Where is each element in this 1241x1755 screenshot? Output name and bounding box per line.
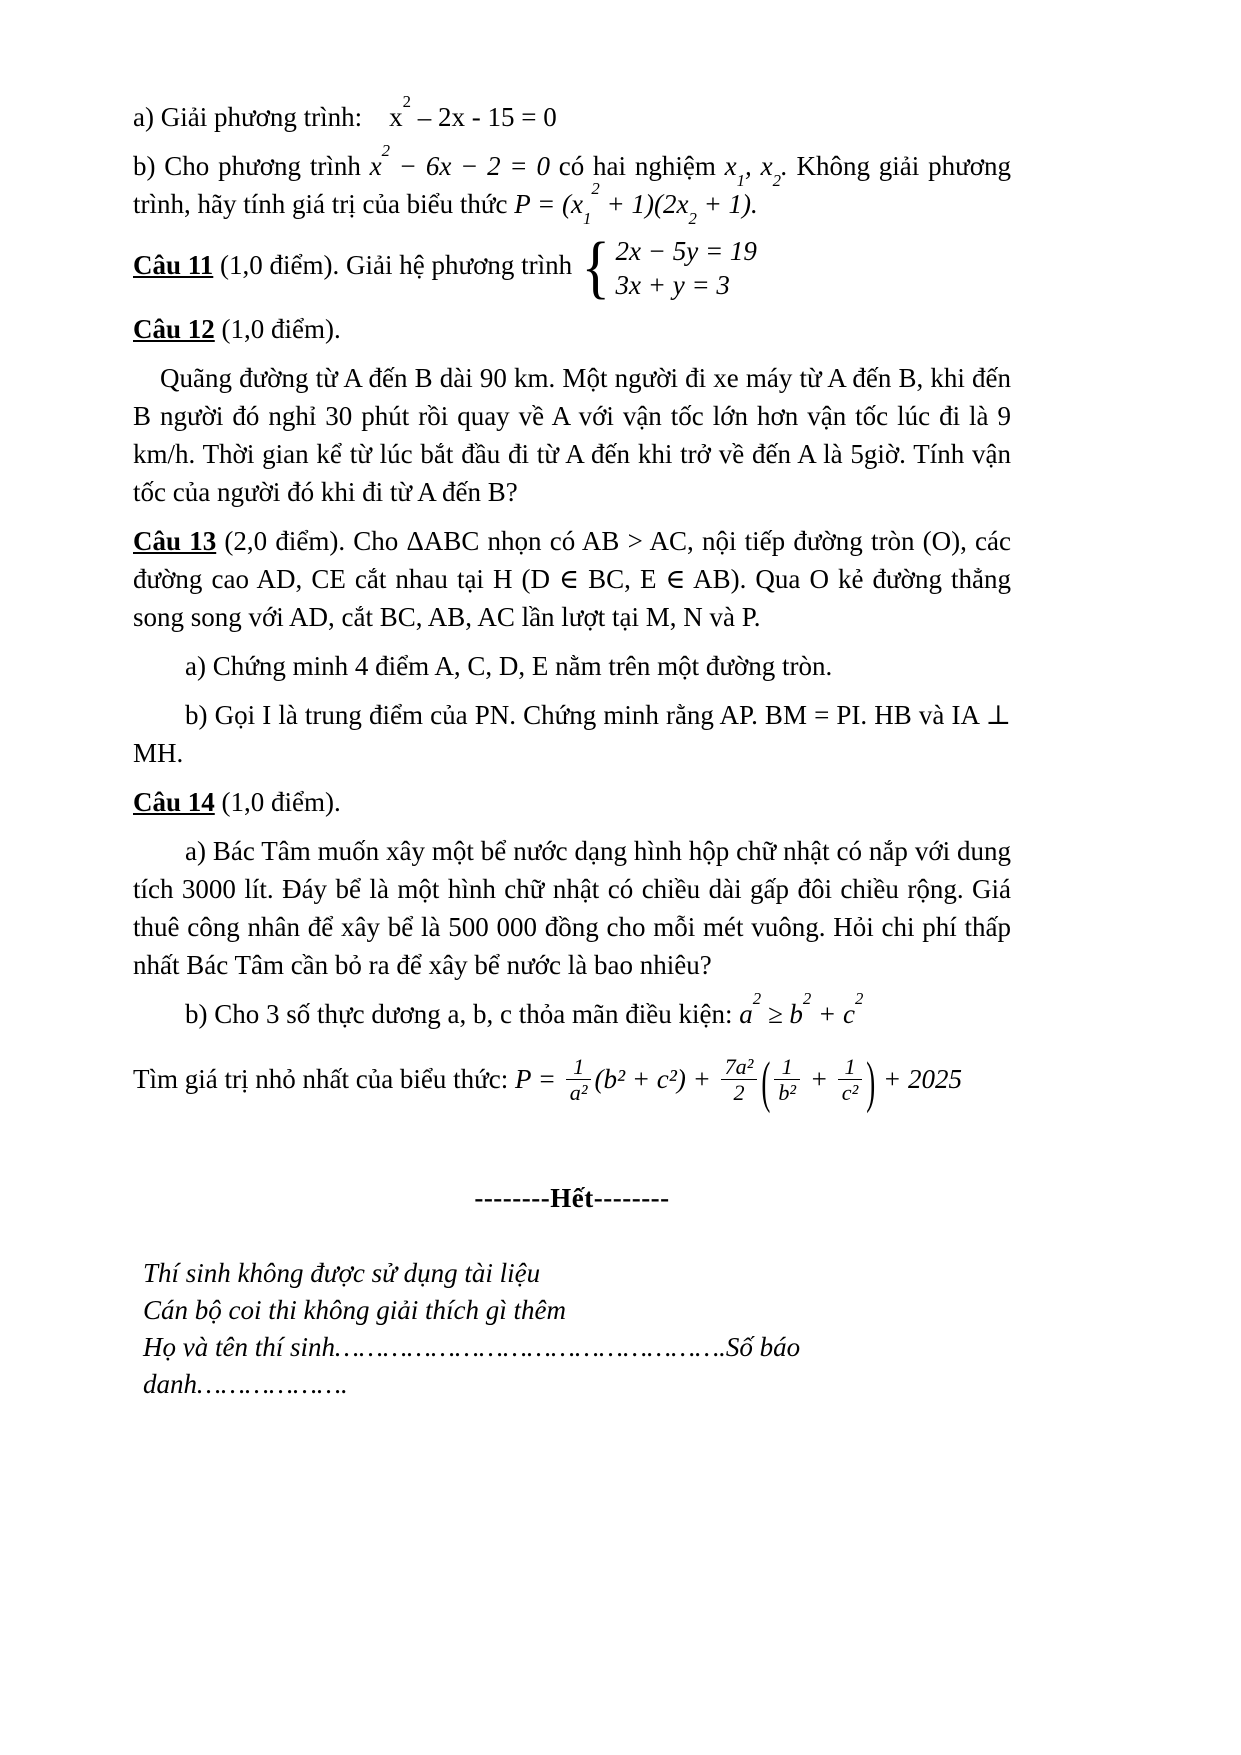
- math-subscript: 1: [736, 171, 746, 191]
- question-14-label: Câu 14: [133, 787, 215, 817]
- math-exponent: 2: [802, 988, 812, 1008]
- math-var: a: [739, 999, 753, 1029]
- q14b-condition: [739, 988, 864, 1029]
- q10b-mid2: Không giải phương trình, hãy tính giá trị của biểu thức: [133, 151, 1011, 219]
- system-equations: [616, 234, 757, 302]
- math-rest: (b² + c²) +: [594, 1064, 718, 1094]
- fraction-7a2-over-2: [721, 1054, 758, 1106]
- question-13: [133, 522, 1011, 636]
- question-13a: a) Chứng minh 4 điểm A, C, D, E nằm trên một đường tròn.: [185, 651, 833, 681]
- question-14a: a) Bác Tâm muốn xây một bể nước dạng hình hộp chữ nhật có nắp với dung tích 3000 lít. Đáy bể là một hình chữ nhật có chiều dài gấp đôi chiều rộng. Giá thuê công nhân để xây bể là 500 000 đồng cho mỗi mét vuông. Hỏi chi phí thấp nhất Bác Tâm cần bỏ ra để xây bể nước là bao nhiêu?: [133, 836, 1011, 980]
- end-marker: --------Hết--------: [474, 1182, 670, 1213]
- math-var: x: [369, 151, 382, 181]
- question-12-body: Quãng đường từ A đến B dài 90 km. Một người đi xe máy từ A đến B, khi đến B người đó nghỉ 30 phút rồi quay về A với vận tốc lớn hơn vận tốc lúc đi là 9 km/h. Thời gian kể từ lúc bắt đầu đi từ A đến khi trở về đến A là 5giờ. Tính vận tốc của người đó khi đi từ A đến B?: [133, 363, 1011, 507]
- question-13-text: (2,0 điểm). Cho ΔABC nhọn có AB > AC, nội tiếp đường tròn (O), các đường cao AD, CE cắt nhau tại H (D ∈ BC, E ∈ AB). Qua O kẻ đường thẳng song song với AD, cắt BC, AB, AC lần lượt tại M, N và P.: [133, 526, 1012, 632]
- q10a-exponent: 2: [402, 91, 411, 111]
- question-13b: b) Gọi I là trung điểm của PN. Chứng minh rằng AP. BM = PI. HB và IA ⊥ MH.: [133, 700, 1011, 768]
- math-exponent: 2: [591, 178, 600, 198]
- math-var: , x: [745, 151, 773, 181]
- question-14b-formula: [133, 1044, 1011, 1117]
- footer-note-1: Thí sinh không được sử dụng tài liệu: [143, 1257, 541, 1288]
- q10a-text: a) Giải phương trình: x: [133, 102, 403, 132]
- fraction-denominator: a²: [566, 1079, 592, 1105]
- math-subscript: 2: [688, 209, 697, 229]
- exam-footer: [133, 1255, 1011, 1403]
- fraction-1-over-a2: [566, 1054, 592, 1106]
- math-exponent: 2: [752, 988, 762, 1008]
- fraction-1-over-b2: [774, 1054, 800, 1106]
- system-brace-icon: {: [581, 229, 610, 306]
- footer-name-line: Họ và tên thí sinh………………………………………….Số báo danh……………….: [143, 1331, 801, 1399]
- footer-note-2: Cán bộ coi thi không giải thích gì thêm: [143, 1294, 566, 1325]
- math-rest: + 1)(2x: [599, 189, 689, 219]
- math-rest: + 2025: [876, 1064, 962, 1094]
- math-var: P =: [515, 1064, 563, 1094]
- q10a-rest: – 2x - 15 = 0: [411, 102, 557, 132]
- math-rest: + 1).: [696, 189, 758, 219]
- right-paren-icon: ): [866, 1050, 876, 1114]
- q14b-text: b) Cho 3 số thực dương a, b, c thỏa mãn điều kiện:: [185, 999, 740, 1029]
- system-equation-2: 3x + y = 3: [615, 270, 730, 300]
- question-14-points: (1,0 điểm).: [214, 787, 341, 817]
- fraction-numerator: 1: [573, 1053, 585, 1079]
- question-12-label: Câu 12: [133, 314, 215, 344]
- question-11: [133, 229, 1011, 306]
- question-10a: [133, 91, 1011, 136]
- math-exponent: 2: [381, 140, 390, 160]
- left-paren-icon: (: [761, 1050, 771, 1114]
- math-rest: +: [803, 1064, 835, 1094]
- math-exponent: 2: [855, 988, 864, 1008]
- math-subscript: 1: [583, 209, 592, 229]
- question-14b: [133, 988, 1011, 1033]
- q10b-intro: b) Cho phương trình: [133, 151, 370, 181]
- math-var: x: [724, 151, 737, 181]
- math-rest: − 6x − 2 = 0: [389, 151, 550, 181]
- exam-document: [133, 91, 1012, 1403]
- question-13-label: Câu 13: [133, 526, 217, 556]
- question-12-points: (1,0 điểm).: [214, 314, 341, 344]
- math-rest: ≥ b: [761, 999, 803, 1029]
- math-rest: .: [780, 151, 788, 181]
- math-rest: + c: [811, 999, 855, 1029]
- q10b-mid: có hai nghiệm: [549, 151, 725, 181]
- fraction-numerator: 7a²: [724, 1053, 754, 1079]
- min-expression: [515, 1050, 962, 1114]
- fraction-numerator: 1: [844, 1053, 856, 1079]
- formula-intro: Tìm giá trị nhỏ nhất của biểu thức:: [133, 1064, 516, 1094]
- math-var: P = (x: [514, 189, 583, 219]
- equation-system: [579, 229, 757, 306]
- question-14-title: [133, 783, 1011, 821]
- math-subscript: 2: [772, 171, 781, 191]
- fraction-denominator: 2: [721, 1079, 758, 1105]
- q10b-roots: [724, 151, 788, 191]
- question-12-title: [133, 310, 1011, 348]
- q10b-equation: [369, 140, 550, 181]
- fraction-denominator: b²: [774, 1079, 800, 1105]
- question-11-label: Câu 11: [133, 250, 214, 281]
- fraction-1-over-c2: [838, 1054, 862, 1106]
- fraction-numerator: 1: [781, 1053, 793, 1079]
- q10b-expression: [514, 178, 758, 229]
- fraction-denominator: c²: [838, 1079, 862, 1105]
- system-equation-1: 2x − 5y = 19: [615, 236, 757, 266]
- question-11-text: (1,0 điểm). Giải hệ phương trình: [213, 250, 579, 281]
- question-10b: [133, 140, 1011, 229]
